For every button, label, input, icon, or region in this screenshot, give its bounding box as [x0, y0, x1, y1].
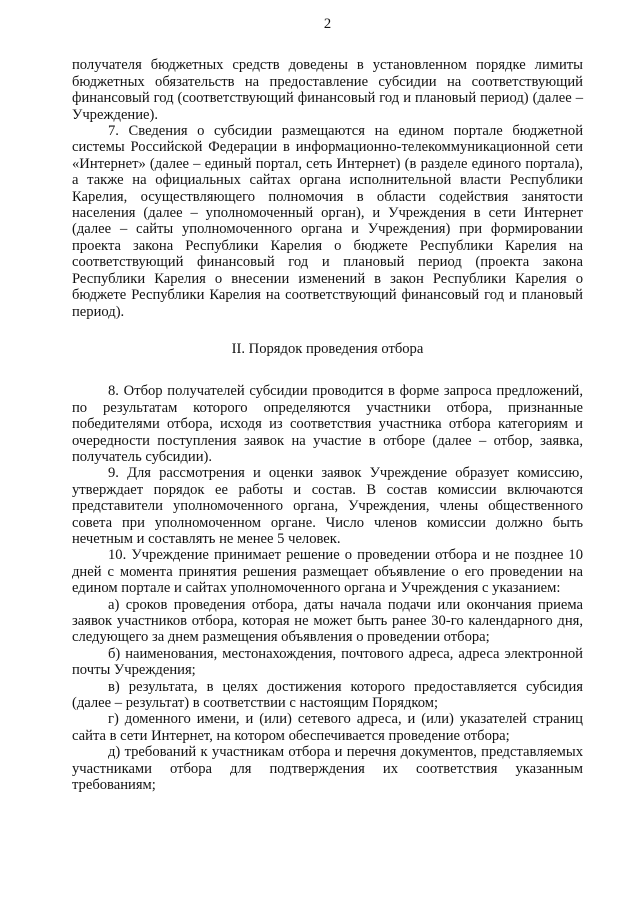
list-item-d: д) требований к участникам отбора и перечня документов, представляемых участниками отбора для подтверждения их соответствия указанным требованиям; [72, 744, 583, 794]
page-number: 2 [323, 16, 332, 32]
paragraph-7: 7. Сведения о субсидии размещаются на едином портале бюджетной системы Российской Федерации в информационно-телекоммуникационной сети «Интернет» (далее – единый портал, сеть Интернет) (в разделе единого портала), а также на официальных сайтах органа исполнительной власти Республики Карелия, осуществляющего полномочия в области содействия занятости населения (далее – уполномоченный орган), и Учреждения в сети Интернет (далее – сайты уполномоченного органа и Учреждения) при формировании проекта закона Республики Карелия о бюджете Республики Карелия на соответствующий финансовый год и плановый период (проекта закона Республики Карелия о внесении изменений в закон Республики Карелия о бюджете Республики Карелия на соответствующий финансовый год и плановый период). [72, 123, 583, 320]
list-item-g: г) доменного имени, и (или) сетевого адреса, и (или) указателей страниц сайта в сети Интернет, на котором обеспечивается проведение отбора; [72, 711, 583, 744]
list-item-v: в) результата, в целях достижения которого предоставляется субсидия (далее – результат) в соответствии с настоящим Порядком; [72, 678, 583, 712]
paragraph-recipient-continued: получателя бюджетных средств доведены в установленном порядке лимиты бюджетных обязательств на предоставление субсидии на соответствующий финансовый год (соответствующий финансовый год и плановый период) (далее – Учреждение). [72, 57, 583, 123]
list-item-b: б) наименования, местонахождения, почтового адреса, адреса электронной почты Учреждения; [72, 645, 583, 679]
list-item-a: а) сроков проведения отбора, даты начала подачи или окончания приема заявок участников отбора, которая не может быть ранее 30-го календарного дня, следующего за днем размещения объявления о проведении отбора; [72, 596, 583, 646]
paragraph-10: 10. Учреждение принимает решение о проведении отбора и не позднее 10 дней с момента принятия решения размещает объявление о его проведении на едином портале и сайтах уполномоченного органа и Учреждения с указанием: [72, 547, 583, 597]
section-heading: II. Порядок проведения отбора [231, 340, 424, 357]
paragraph-8: 8. Отбор получателей субсидии проводится в форме запроса предложений, по результатам которого определяются участники отбора, признанные победителями отбора, исходя из соответствия участника отбора категориям и очередности поступления заявок на участие в отборе (далее – отбор, заявка, получатель субсидии). [72, 383, 583, 465]
paragraph-9: 9. Для рассмотрения и оценки заявок Учреждение образует комиссию, утверждает порядок ее работы и состав. В состав комиссии включаются представители уполномоченного органа, Учреждения, члены общественного совета при уполномоченном органе. Число членов комиссии должно быть нечетным и составлять не менее 5 человек. [72, 465, 583, 547]
